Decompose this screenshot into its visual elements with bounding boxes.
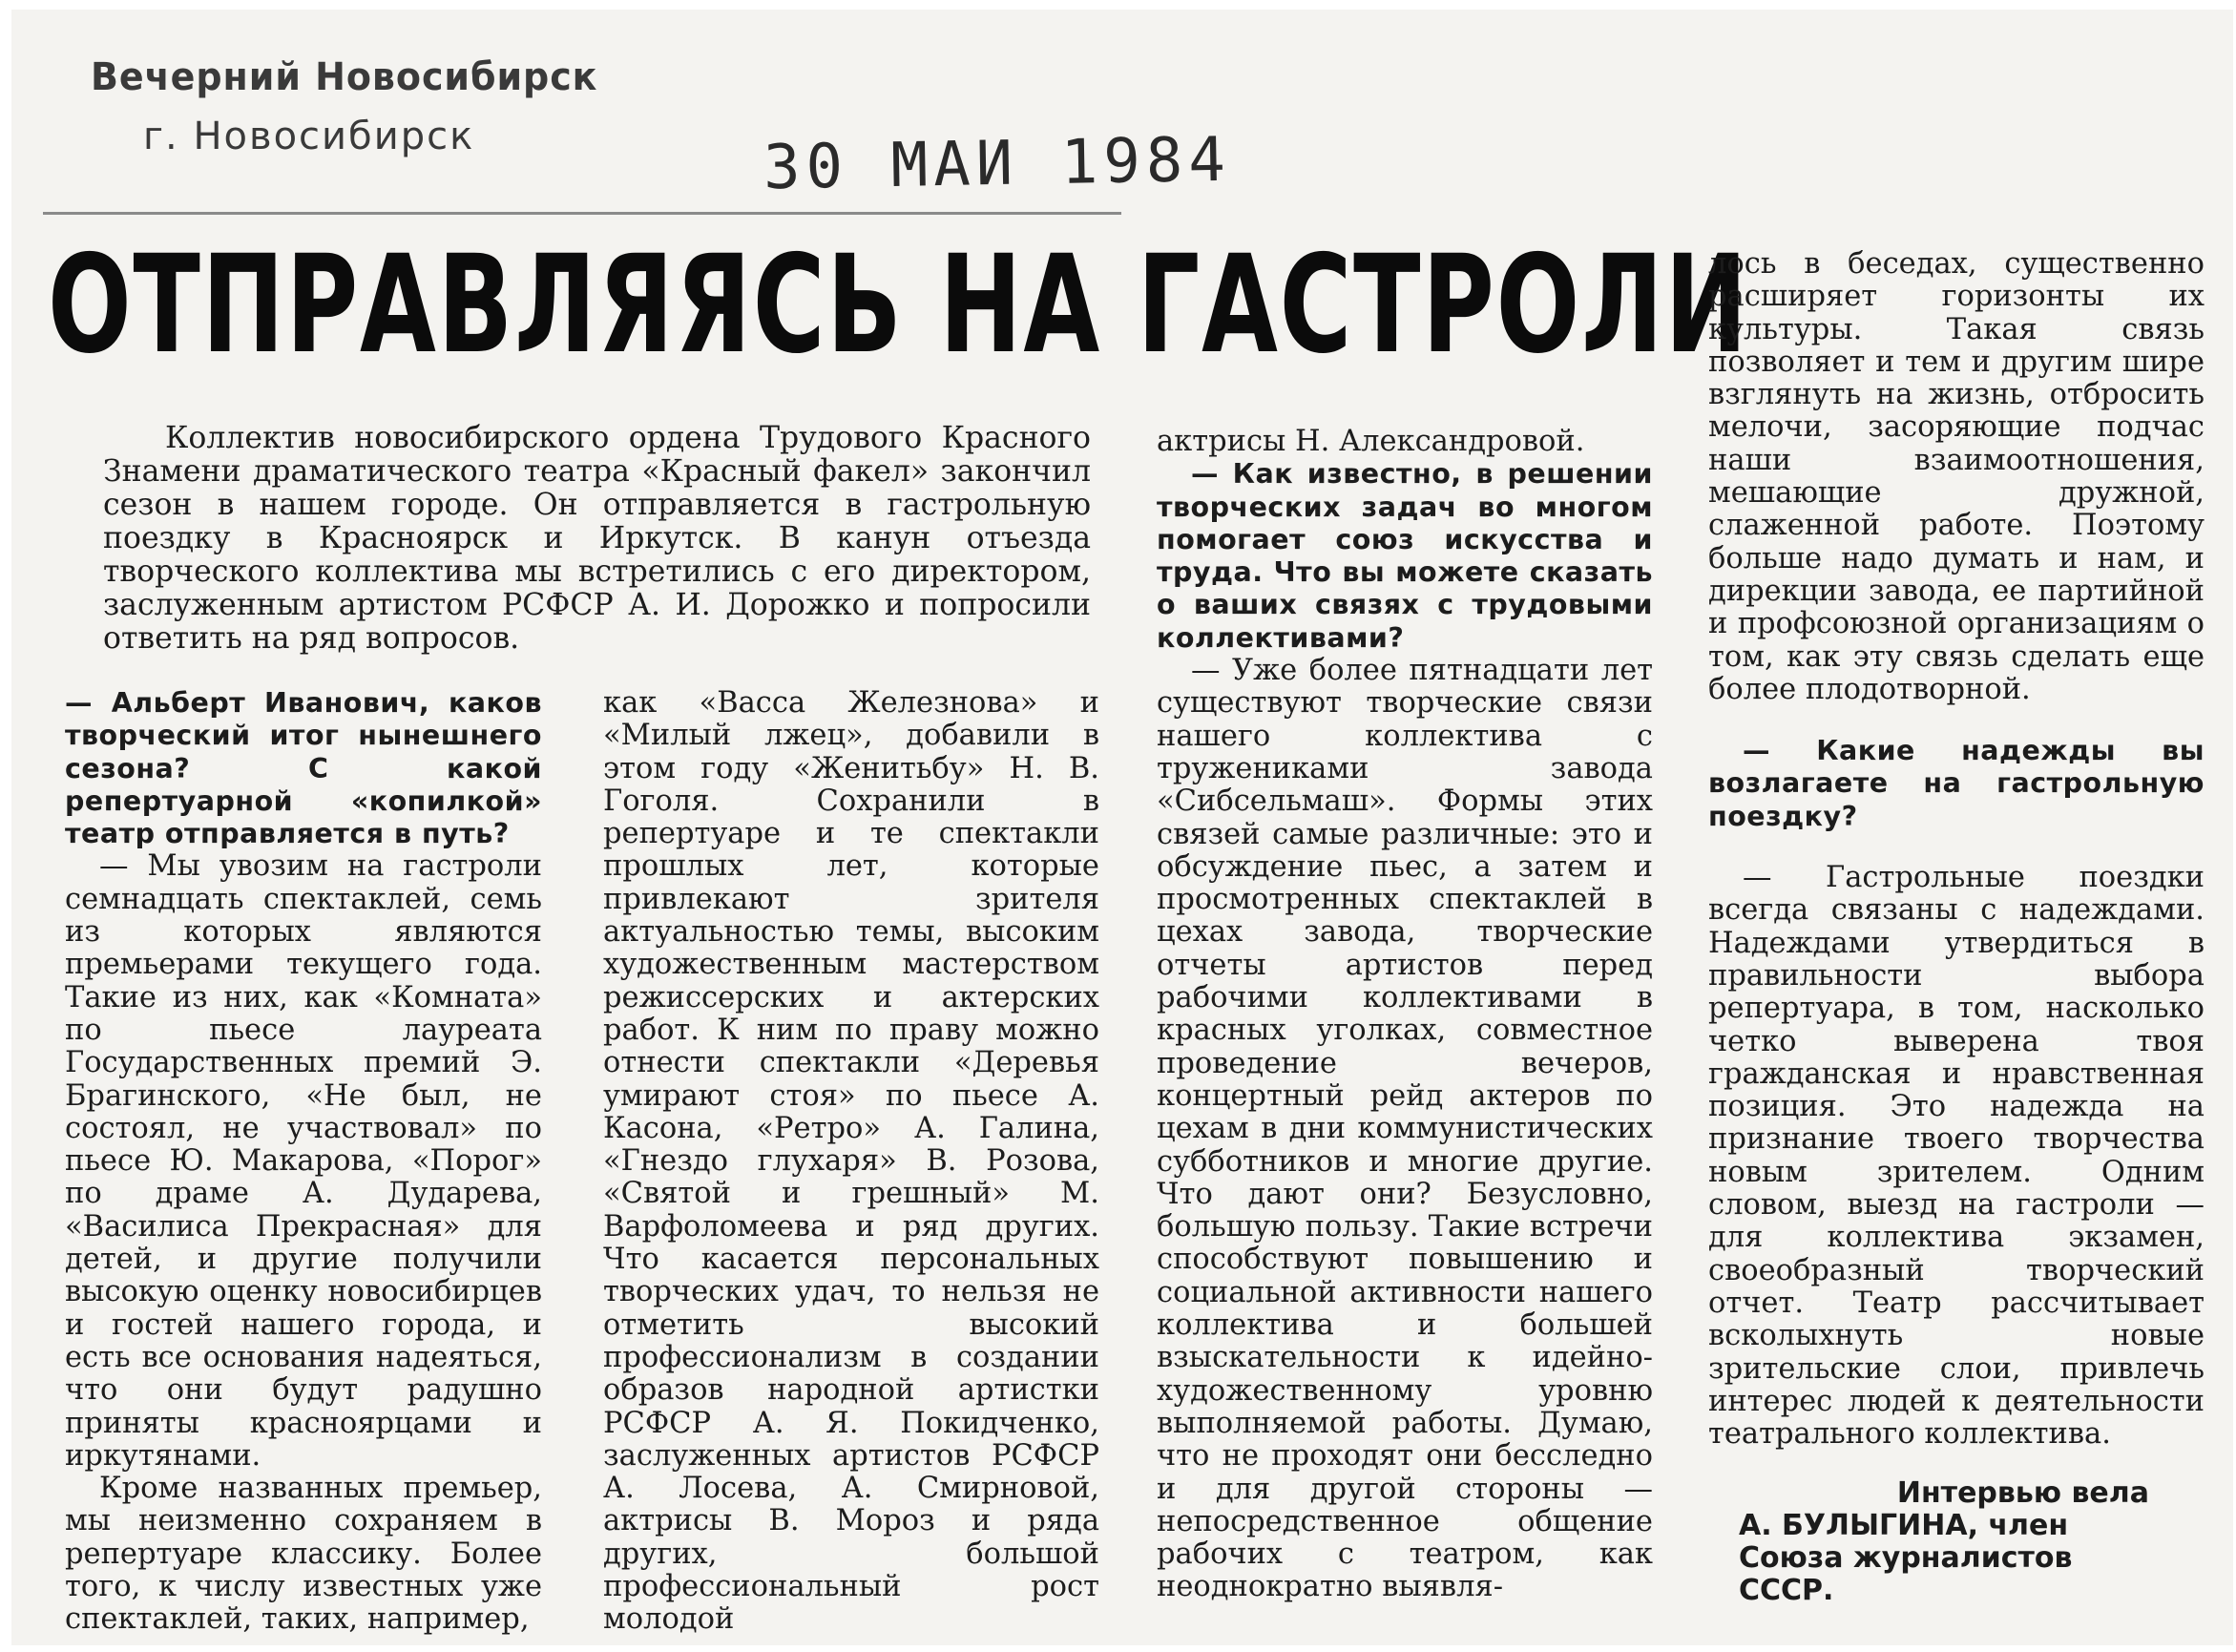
answer-paragraph: — Гастрольные поездки всегда связаны с надеждами. Надеждами утвердиться в правильности выбора репертуара, в том, насколько четко выверена твоя гражданская и нравственная позиция. Это надежда на признание твоего творчества новым зрителем. Одним словом, выезд на гастроли — для коллектива экзамен, своеобразный творческий отчет. Театр рассчитывает всколыхнуть новые зрительские слои, привлечь интерес людей к деятельности театрального коллектива. <box>1708 861 2205 1452</box>
answer-paragraph: Кроме названных премьер, мы неизменно сохраняем в репертуаре классику. Более того, к числу известных уже спектаклей, таких, например, <box>65 1472 542 1637</box>
article-headline: ОТПРАВЛЯЯСЬ НА ГАСТРОЛИ <box>48 227 1749 385</box>
divider-rule <box>43 212 1121 215</box>
answer-paragraph: лось в беседах, существенно расширяет горизонты их культуры. Такая связь позволяет и тем и другим шире взглянуть на жизнь, отбросить мелочи, засоряющие подчас наши взаимоотношения, мешающие дружной, слаженной работе. Поэтому больше надо думать и нам, и дирекции завода, ее партийной и профсоюзной организациям о том, как эту связь сделать еще более плодотворной. <box>1708 247 2205 706</box>
article-column-2 <box>603 687 1099 1637</box>
interview-question-1: — Альберт Иванович, каков творческий итог нынешнего сезона? С какой репертуарной «копилкой» театр отправляется в путь? <box>65 687 542 850</box>
answer-paragraph: — Мы увозим на гастроли семнадцать спектаклей, семь из которых являются премьерами текущего года. Такие из них, как «Комната» по пьесе лауреата Государственных премий Э. Брагинского, «Не был, не состоял, не участвовал» по пьесе Ю. Макарова, «Порог» по драме А. Дударева, «Василиса Прекрасная» для детей, и другие получили высокую оценку новосибирцев и гостей нашего города, и есть все основания надеяться, что они будут радушно приняты красноярцами и иркутянами. <box>65 849 542 1473</box>
answer-paragraph: как «Васса Железнова» и «Милый лжец», добавили в этом году «Женитьбу» Н. В. Гоголя. Сохранили в репертуаре и те спектакли прошлых лет, которые привлекают зрителя актуальностью темы, высоким художественным мастерством режиссерских и актерских работ. К ним по праву можно отнести спектакли «Деревья умирают стоя» по пьесе А. Касона, «Ретро» А. Галина, «Гнездо глухаря» В. Розова, «Святой и грешный» М. Варфоломеева и ряд других. Что касается персональных творческих удач, то нельзя не отметить высокий профессионализм в создании образов народной артистки РСФСР А. Я. Покидченко, заслуженных артистов РСФСР А. Лосева, А. Смирновой, актрисы В. Мороз и ряда других, большой профессиональный рост молодой <box>603 686 1099 1637</box>
article-column-3 <box>1157 426 1653 1604</box>
answer-paragraph: актрисы Н. Александровой. <box>1157 425 1585 458</box>
interview-question-3: — Какие надежды вы возлагаете на гастрольную поездку? <box>1708 735 2205 832</box>
city-stamp: г. Новосибирск <box>143 115 475 158</box>
byline-label: Интервью вела <box>1896 1476 2149 1510</box>
byline-affiliation: Союза журналистов <box>1739 1541 2073 1575</box>
article-lead: Коллектив новосибирского ордена Трудового Красного Знамени драматического театра «Красный факел» закончил сезон в нашем городе. Он отправляется в гастрольную поездку в Красноярск и Иркутск. В канун отъезда творческого коллектива мы встретились с его директором, заслуженным артистом РСФСР А. И. Дорожко и попросили ответить на ряд вопросов. <box>103 421 1091 656</box>
byline <box>1739 1477 2197 1607</box>
newspaper-name-stamp: Вечерний Новосибирск <box>91 55 598 99</box>
article-column-1 <box>65 687 542 1637</box>
byline-author: А. БУЛЫГИНА, член <box>1739 1509 2069 1542</box>
answer-paragraph: — Уже более пятнадцати лет существуют творческие связи нашего коллектива с тружениками завода «Сибсельмаш». Формы этих связей самые различные: это и обсуждение пьес, а затем и просмотренных спектаклей в цехах завода, творческие отчеты артистов перед рабочими коллективами в красных уголках, совместное проведение вечеров, концертный рейд актеров по цехам в дни коммунистических субботников и многие другие. Что дают они? Безусловно, большую пользу. Такие встречи способствуют повышению и социальной активности нашего коллектива и большей взыскательности к идейно-художественному уровню выполняемой работы. Думаю, что не проходят они бесследно и для другой стороны — непосредственное общение рабочих с театром, как неоднократно выявля- <box>1157 654 1653 1604</box>
byline-country: СССР. <box>1739 1574 1834 1607</box>
date-stamp: 30 МАИ 1984 <box>763 124 1232 204</box>
article-column-4 <box>1708 248 2205 1451</box>
interview-question-2: — Как известно, в решении творческих задач во многом помогает союз искусства и труда. Что вы можете сказать о ваших связях с трудовыми коллективами? <box>1157 458 1653 654</box>
